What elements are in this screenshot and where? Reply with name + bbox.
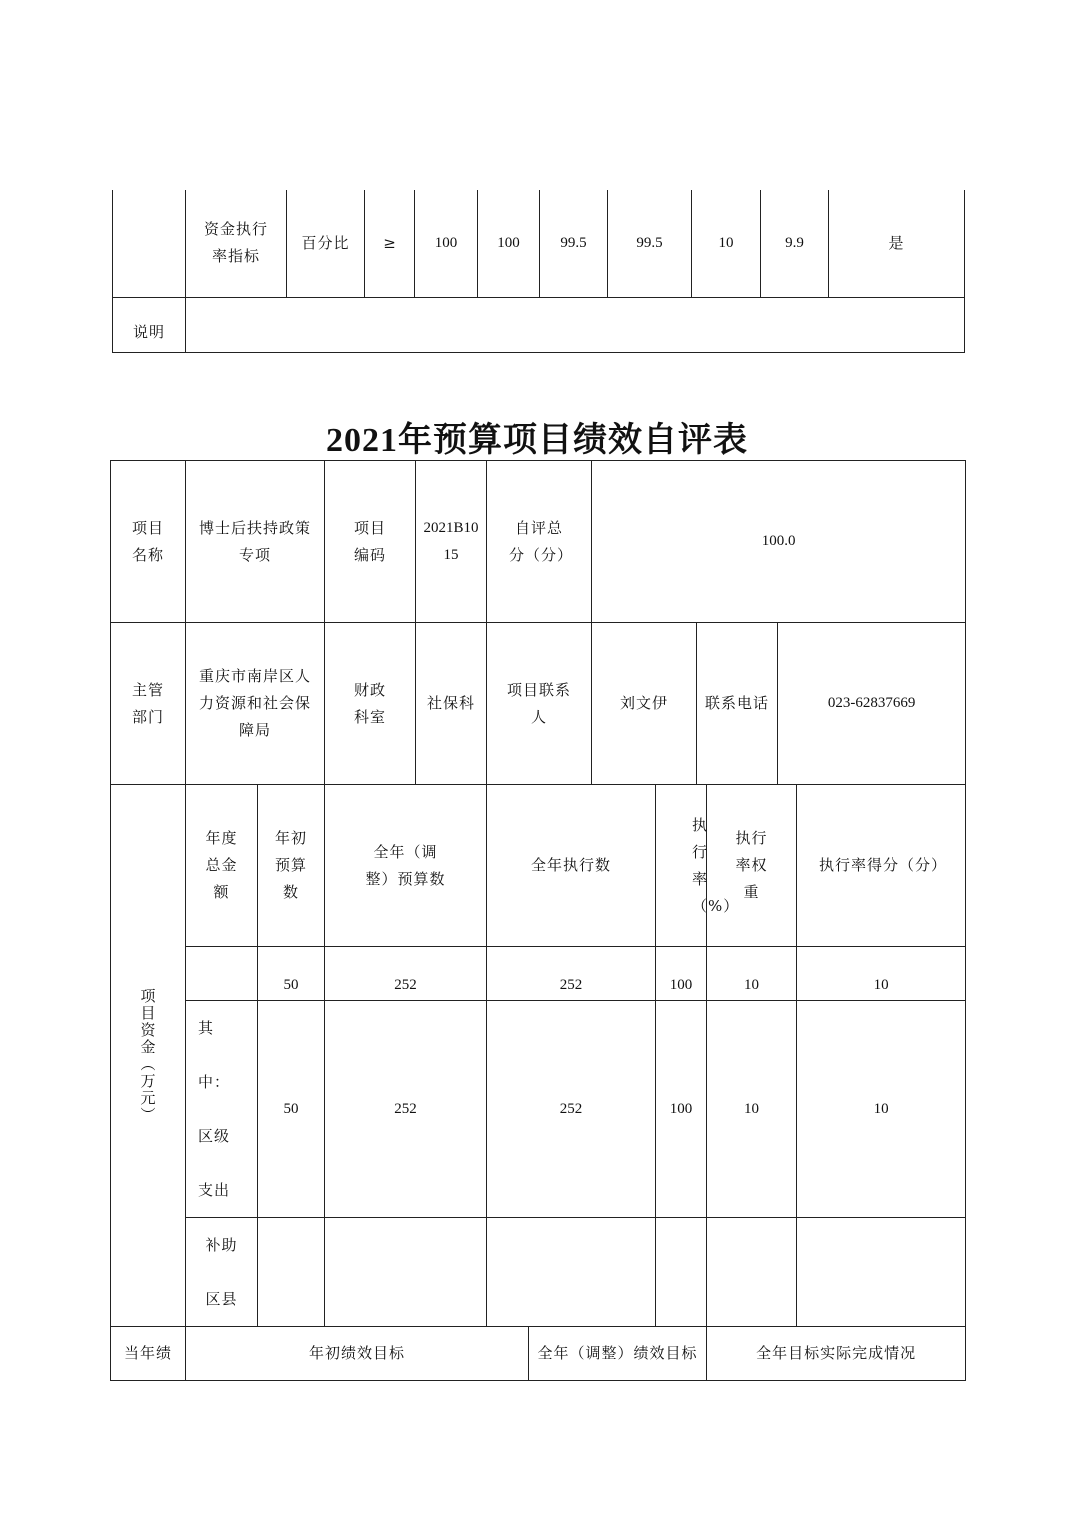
funds-subsidy-row xyxy=(111,1218,966,1327)
indicator-value: 9.9 xyxy=(761,190,829,297)
header-adjusted: 全年（调整）预算数 xyxy=(325,785,487,947)
funds-header-row xyxy=(111,785,966,947)
header-rate-score: 执行率得分（分） xyxy=(797,785,966,947)
subsidy-score xyxy=(797,1218,966,1327)
department-label: 主管部门 xyxy=(111,623,186,785)
indicator-value: 99.5 xyxy=(540,190,608,297)
self-evaluation-table xyxy=(110,460,966,1381)
note-label: 说明 xyxy=(113,297,186,352)
funds-side-label-cell xyxy=(111,785,186,1327)
header-initial: 年初预算数 xyxy=(258,785,325,947)
indicator-value: 10 xyxy=(692,190,761,297)
department-row xyxy=(111,623,966,785)
phone-label: 联系电话 xyxy=(697,623,778,785)
indicator-value: 100 xyxy=(478,190,540,297)
district-weight: 10 xyxy=(707,1001,797,1218)
district-initial: 50 xyxy=(258,1001,325,1218)
finance-office-label: 财政科室 xyxy=(325,623,416,785)
contact-value: 刘文伊 xyxy=(592,623,697,785)
subsidy-initial xyxy=(258,1218,325,1327)
indicator-operator: ≥ xyxy=(365,190,415,297)
subsidy-executed xyxy=(487,1218,656,1327)
finance-office-value: 社保科 xyxy=(416,623,487,785)
district-rate: 100 xyxy=(656,1001,707,1218)
blank-cell xyxy=(113,190,186,297)
total-adjusted: 252 xyxy=(325,947,487,1001)
indicator-value: 100 xyxy=(415,190,478,297)
total-weight: 10 xyxy=(707,947,797,1001)
header-total: 年度总金额 xyxy=(186,785,258,947)
total-initial: 50 xyxy=(258,947,325,1001)
district-executed: 252 xyxy=(487,1001,656,1218)
indicator-unit: 百分比 xyxy=(287,190,365,297)
subsidy-weight xyxy=(707,1218,797,1327)
subsidy-label: 补助区县 xyxy=(186,1218,258,1327)
district-adjusted: 252 xyxy=(325,1001,487,1218)
contact-label: 项目联系人 xyxy=(487,623,592,785)
initial-goal-header: 年初绩效目标 xyxy=(186,1327,529,1381)
header-executed: 全年执行数 xyxy=(487,785,656,947)
subsidy-adjusted xyxy=(325,1218,487,1327)
indicator-value: 99.5 xyxy=(608,190,692,297)
department-value: 重庆市南岸区人力资源和社会保障局 xyxy=(186,623,325,785)
score-label: 自评总分（分） xyxy=(487,461,592,623)
subsidy-rate xyxy=(656,1218,707,1327)
note-value xyxy=(186,297,965,352)
indicator-name: 资金执行率指标 xyxy=(186,190,287,297)
funds-total-row xyxy=(111,947,966,1001)
phone-value: 023-62837669 xyxy=(778,623,966,785)
page-title: 2021年预算项目绩效自评表 xyxy=(326,422,748,459)
district-label: 其中：区级支出 xyxy=(186,1001,258,1218)
previous-indicator-table xyxy=(112,190,965,353)
project-name-label: 项目名称 xyxy=(111,461,186,623)
project-code-label: 项目编码 xyxy=(325,461,416,623)
header-rate: 执行率（%） xyxy=(656,785,707,947)
total-executed: 252 xyxy=(487,947,656,1001)
score-value: 100.0 xyxy=(592,461,966,623)
performance-row xyxy=(111,1327,966,1381)
indicator-achieved: 是 xyxy=(829,190,965,297)
project-row xyxy=(111,461,966,623)
performance-label: 当年绩 xyxy=(111,1327,186,1381)
header-weight: 执行率权重 xyxy=(707,785,797,947)
funds-side-label: 项目资金（万元） xyxy=(138,987,157,1124)
total-score: 10 xyxy=(797,947,966,1001)
project-name-value: 博士后扶持政策专项 xyxy=(186,461,325,623)
indicator-row xyxy=(113,190,965,297)
total-blank-cell xyxy=(186,947,258,1001)
total-rate: 100 xyxy=(656,947,707,1001)
actual-completion-header: 全年目标实际完成情况 xyxy=(707,1327,966,1381)
project-code-value: 2021B1015 xyxy=(416,461,487,623)
funds-district-row xyxy=(111,1001,966,1218)
adjusted-goal-header: 全年（调整）绩效目标 xyxy=(529,1327,707,1381)
district-score: 10 xyxy=(797,1001,966,1218)
note-row xyxy=(113,297,965,352)
